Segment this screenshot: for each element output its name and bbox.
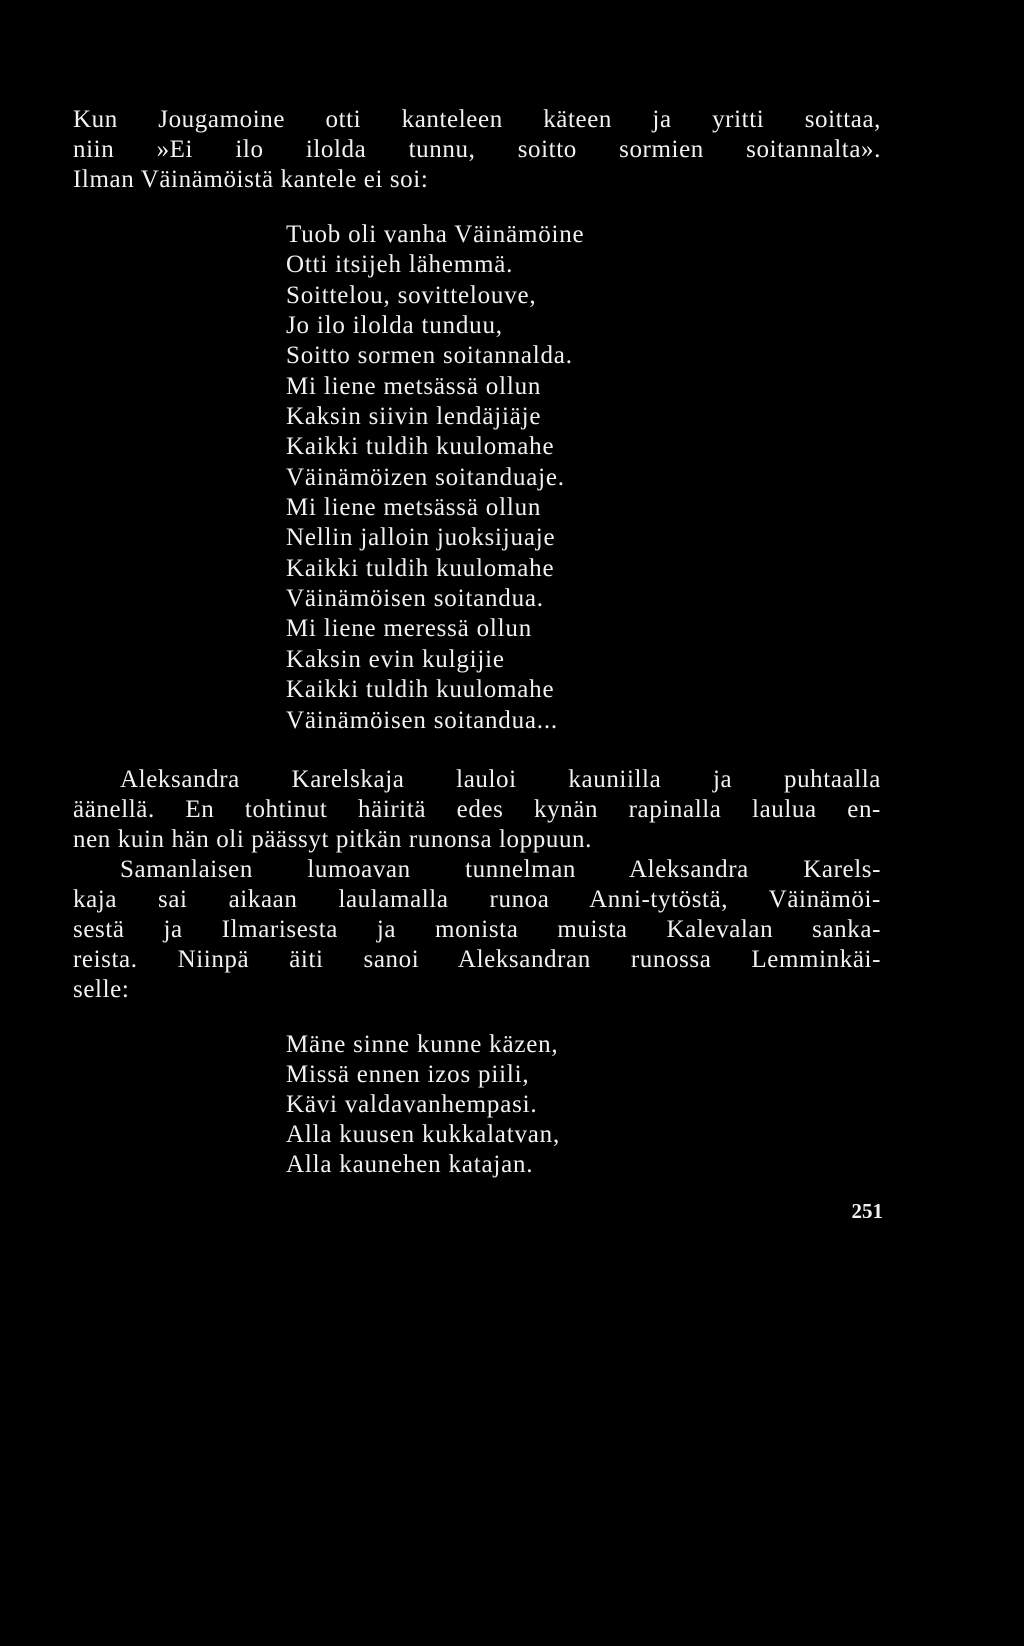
verse-line: Missä ennen izos piili, [286, 1061, 530, 1088]
intro-line: Kun Jougamoine otti kanteleen käteen ja yritti soittaa, [73, 106, 881, 133]
paragraph-line: Samanlaisen lumoavan tunnelman Aleksandra Karels- [120, 856, 881, 883]
verse-line: Kaksin evin kulgijie [286, 645, 505, 673]
page-number: 251 [851, 1199, 883, 1223]
intro-paragraph [73, 105, 881, 195]
verse-line: Jo ilo ilolda tunduu, [286, 312, 503, 340]
paragraph-line: nen kuin hän oli päässyt pitkän runonsa loppuun. [73, 826, 593, 853]
verse-line: Otti itsijeh lähemmä. [286, 251, 514, 279]
paragraph-line: Aleksandra Karelskaja lauloi kauniilla ja puhtaalla [120, 766, 881, 793]
verse-line: Väinämöisen soitandua. [286, 585, 544, 613]
intro-line: Ilman Väinämöistä kantele ei soi: [73, 166, 429, 193]
first-verse [286, 220, 584, 736]
paragraph-line: äänellä. En tohtinut häiritä edes kynän rapinalla laulua en- [73, 796, 881, 823]
verse-line: Kaikki tuldih kuulomahe [286, 554, 555, 582]
verse-line: Soittelou, sovittelouve, [286, 281, 537, 309]
verse-line: Tuob oli vanha Väinämöine [286, 221, 585, 248]
verse-line: Mäne sinne kunne käzen, [286, 1031, 559, 1058]
paragraph-line: sestä ja Ilmarisesta ja monista muista Kalevalan sanka- [73, 916, 881, 943]
verse-line: Väinämöizen soitanduaje. [286, 463, 565, 491]
verse-line: Kaikki tuldih kuulomahe [286, 433, 555, 461]
verse-line: Mi liene metsässä ollun [286, 494, 542, 522]
verse-line: Mi liene metsässä ollun [286, 372, 542, 400]
paragraph-line: reista. Niinpä äiti sanoi Aleksandran runossa Lemminkäi- [73, 946, 881, 973]
verse-line: Alla kaunehen katajan. [286, 1151, 534, 1178]
second-verse [286, 1030, 560, 1180]
paragraph-line: kaja sai aikaan laulamalla runoa Anni-tytöstä, Väinämöi- [73, 886, 881, 913]
verse-line: Mi liene meressä ollun [286, 615, 533, 643]
paragraph-line: selle: [73, 976, 130, 1003]
verse-line: Kaikki tuldih kuulomahe [286, 676, 555, 704]
verse-line: Soitto sormen soitannalda. [286, 342, 573, 370]
verse-line: Kaksin siivin lendäjiäje [286, 403, 542, 431]
verse-line: Kävi valdavanhempasi. [286, 1091, 538, 1118]
second-paragraph [73, 765, 881, 1005]
verse-line: Nellin jalloin juoksijuaje [286, 524, 556, 552]
verse-line: Väinämöisen soitandua... [286, 706, 558, 734]
intro-line: niin »Ei ilo ilolda tunnu, soitto sormien soitannalta». [73, 136, 881, 163]
verse-line: Alla kuusen kukkalatvan, [286, 1121, 560, 1148]
